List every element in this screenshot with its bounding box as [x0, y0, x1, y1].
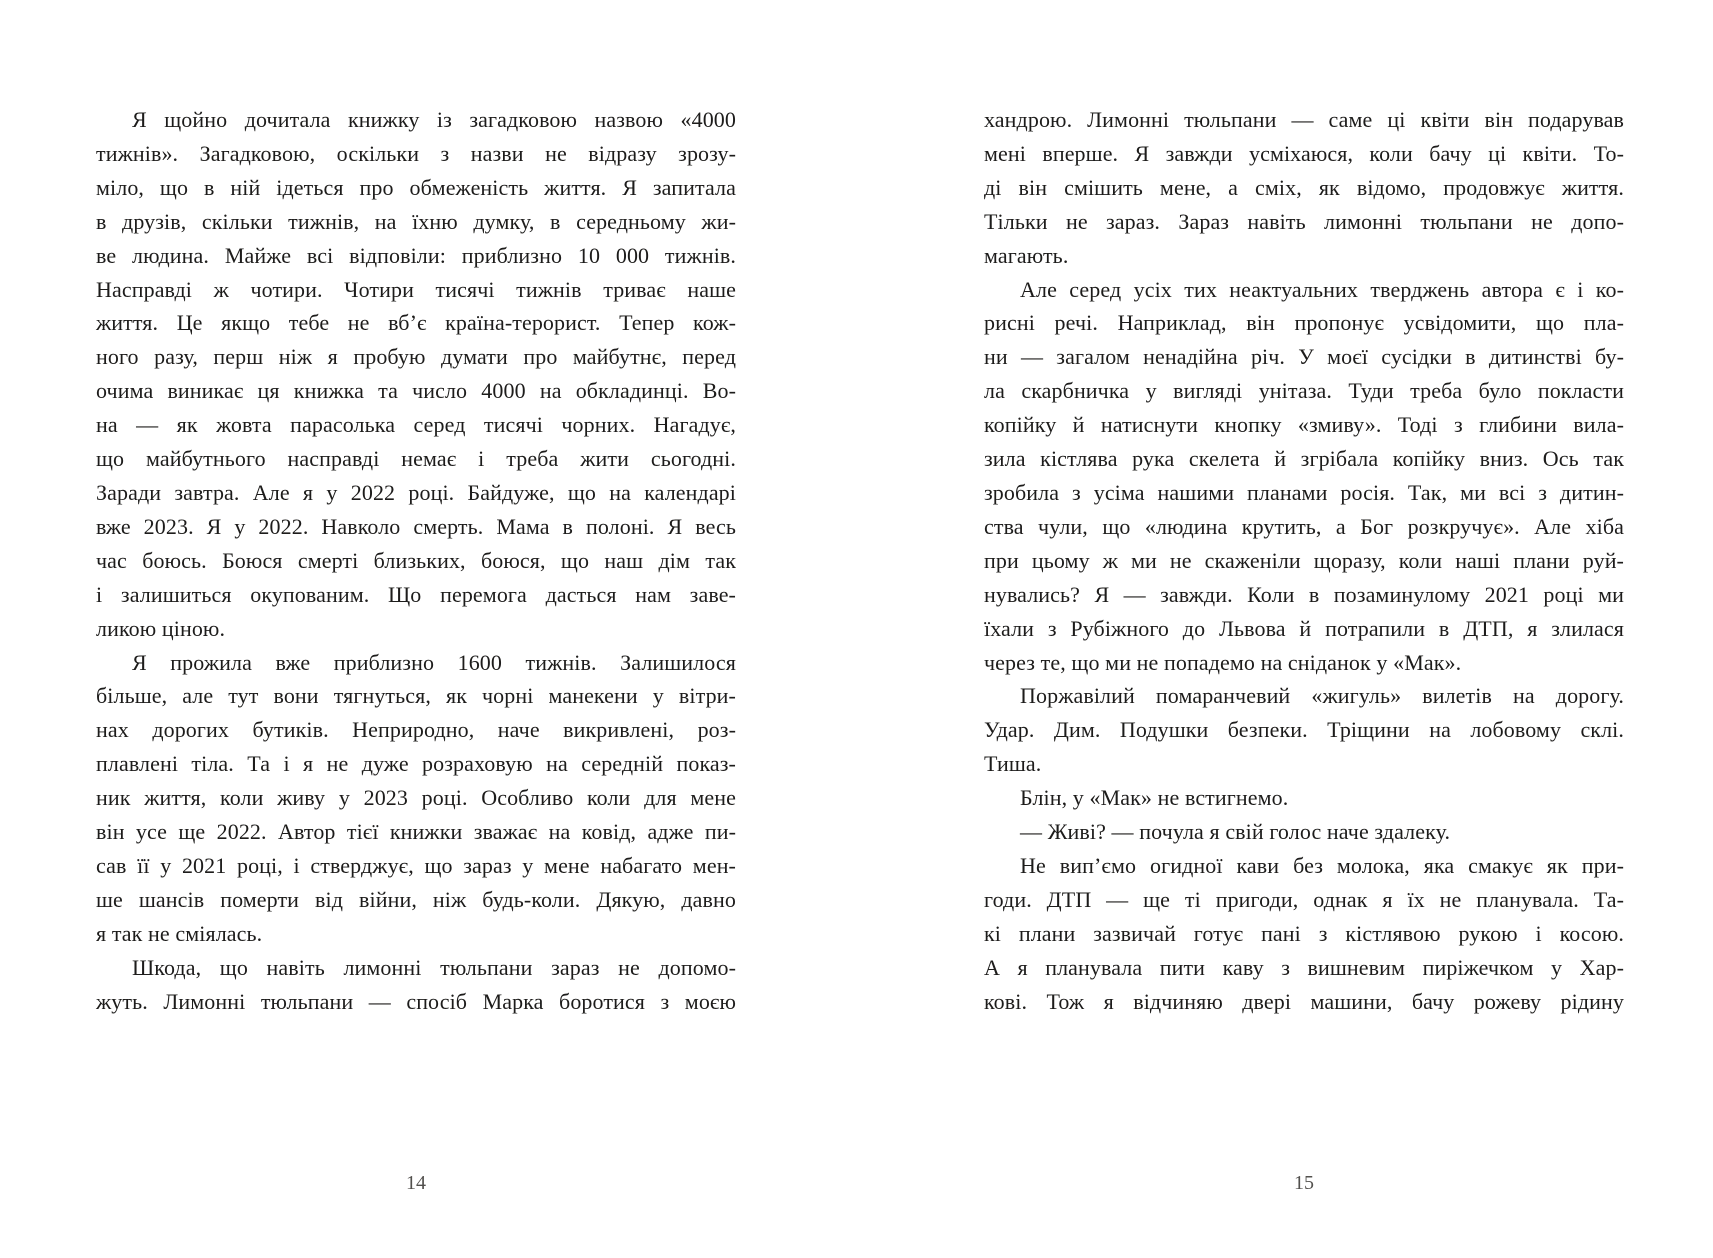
text-line: Тиша.: [984, 751, 1042, 777]
text-line: — Живі? — почула я свій голос наче здалеку.: [1020, 819, 1451, 845]
text-line: Насправді ж чотири. Чотири тисячі тижнів триває наше: [96, 276, 736, 302]
text-line: через те, що ми не попадемо на сніданок у «Мак».: [984, 649, 1462, 675]
text-line: нувались? Я — завжди. Коли в позаминулому 2021 році ми: [984, 581, 1624, 607]
text-line: годи. ДТП — ще ті пригоди, однак я їх не планувала. Та-: [984, 886, 1624, 912]
page-14-text-block: [96, 103, 736, 1018]
text-line: і залишиться окупованим. Що перемога дасться нам заве-: [96, 581, 736, 607]
text-line: їхали з Рубіжного до Львова й потрапили в ДТП, я злилася: [984, 615, 1624, 641]
text-line: Шкода, що навіть лимонні тюльпани зараз не допомо-: [132, 954, 736, 980]
text-line: життя. Це якщо тебе не вб’є країна-терорист. Тепер кож-: [96, 310, 736, 336]
page-15-number: 15: [1294, 1172, 1314, 1194]
text-line: Заради завтра. Але я у 2022 році. Байдуже, що на календарі: [96, 479, 736, 505]
text-line: рисні речі. Наприклад, він пропонує усвідомити, що пла-: [984, 310, 1624, 336]
text-line: міло, що в ній ідеться про обмеженість життя. Я запитала: [96, 174, 736, 200]
text-line: Блін, у «Мак» не встигнемо.: [1020, 785, 1289, 811]
text-line: ства чули, що «людина крутить, а Бог розкручує». Але хіба: [984, 513, 1624, 539]
text-line: Я прожила вже приблизно 1600 тижнів. Залишилося: [132, 649, 736, 675]
text-line: А я планувала пити каву з вишневим пиріжечком у Хар-: [984, 954, 1624, 980]
text-line: Поржавілий помаранчевий «жигуль» вилетів на дорогу.: [1020, 683, 1624, 709]
text-line: плавлені тіла. Та і я не дуже розраховую на середній показ-: [96, 751, 736, 777]
text-line: Удар. Дим. Подушки безпеки. Тріщини на лобовому склі.: [984, 717, 1624, 743]
text-line: Але серед усіх тих неактуальних тверджень автора є і ко-: [1020, 276, 1624, 302]
text-line: кові. Тож я відчиняю двері машини, бачу рожеву рідину: [984, 988, 1624, 1014]
text-line: ни — загалом ненадійна річ. У моєї сусідки в дитинстві бу-: [984, 344, 1624, 370]
text-line: ла скарбничка у вигляді унітаза. Туди треба було покласти: [984, 378, 1624, 404]
text-line: Тільки не зараз. Зараз навіть лимонні тюльпани не допо-: [984, 208, 1624, 234]
text-line: копійку й натиснути кнопку «змиву». Тоді з глибини вила-: [984, 412, 1624, 438]
text-line: на — як жовта парасолька серед тисячі чорних. Нагадує,: [96, 412, 736, 438]
text-line: хандрою. Лимонні тюльпани — саме ці квіти він подарував: [984, 107, 1624, 132]
text-line: магають.: [984, 242, 1069, 268]
text-line: Я щойно дочитала книжку із загадковою назвою «4000: [132, 107, 736, 132]
text-line: ликою ціною.: [96, 615, 226, 641]
page-15-text-block: [984, 103, 1624, 1018]
text-line: тижнів». Загадковою, оскільки з назви не відразу зрозу-: [96, 140, 736, 166]
text-line: кі плани зазвичай готує пані з кістлявою рукою і косою.: [984, 920, 1624, 946]
text-line: сав її у 2021 році, і стверджує, що зараз у мене набагато мен-: [96, 852, 736, 878]
text-line: я так не сміялась.: [96, 920, 263, 946]
text-line: ник життя, коли живу у 2023 році. Особливо коли для мене: [96, 785, 736, 811]
text-line: зробила з усіма нашими планами росія. Так, ми всі з дитин-: [984, 479, 1624, 505]
page-14-number: 14: [406, 1172, 426, 1194]
text-line: вже 2023. Я у 2022. Навколо смерть. Мама в полоні. Я весь: [96, 513, 736, 539]
text-line: він усе ще 2022. Автор тієї книжки зважає на ковід, адже пи-: [96, 819, 736, 845]
text-line: мені вперше. Я завжди усміхаюся, коли бачу ці квіти. То-: [984, 140, 1624, 166]
text-line: зила кістлява рука скелета й згрібала копійку вниз. Ось так: [984, 446, 1624, 472]
text-line: ді він смішить мене, а сміх, як відомо, продовжує життя.: [984, 174, 1624, 200]
text-line: Не вип’ємо огидної кави без молока, яка смакує як при-: [1020, 852, 1624, 878]
text-line: при цьому ж ми не скаженіли щоразу, коли наші плани руй-: [984, 547, 1624, 573]
text-line: в друзів, скільки тижнів, на їхню думку, в середньому жи-: [96, 208, 736, 234]
text-line: ного разу, перш ніж я пробую думати про майбутнє, перед: [96, 344, 736, 370]
text-line: нах дорогих бутиків. Неприродно, наче викривлені, роз-: [96, 717, 736, 743]
text-line: жуть. Лимонні тюльпани — спосіб Марка боротися з моєю: [96, 988, 736, 1014]
text-line: ве людина. Майже всі відповіли: приблизно 10 000 тижнів.: [96, 242, 736, 268]
text-line: очима виникає ця книжка та число 4000 на обкладинці. Во-: [96, 378, 736, 404]
text-line: що майбутнього насправді немає і треба жити сьогодні.: [96, 446, 736, 472]
text-line: більше, але тут вони тягнуться, як чорні манекени у вітри-: [96, 683, 736, 709]
text-line: час боюсь. Боюся смерті близьких, боюся, що наш дім так: [96, 547, 736, 573]
text-line: ше шансів померти від війни, ніж будь-коли. Дякую, давно: [96, 886, 736, 912]
